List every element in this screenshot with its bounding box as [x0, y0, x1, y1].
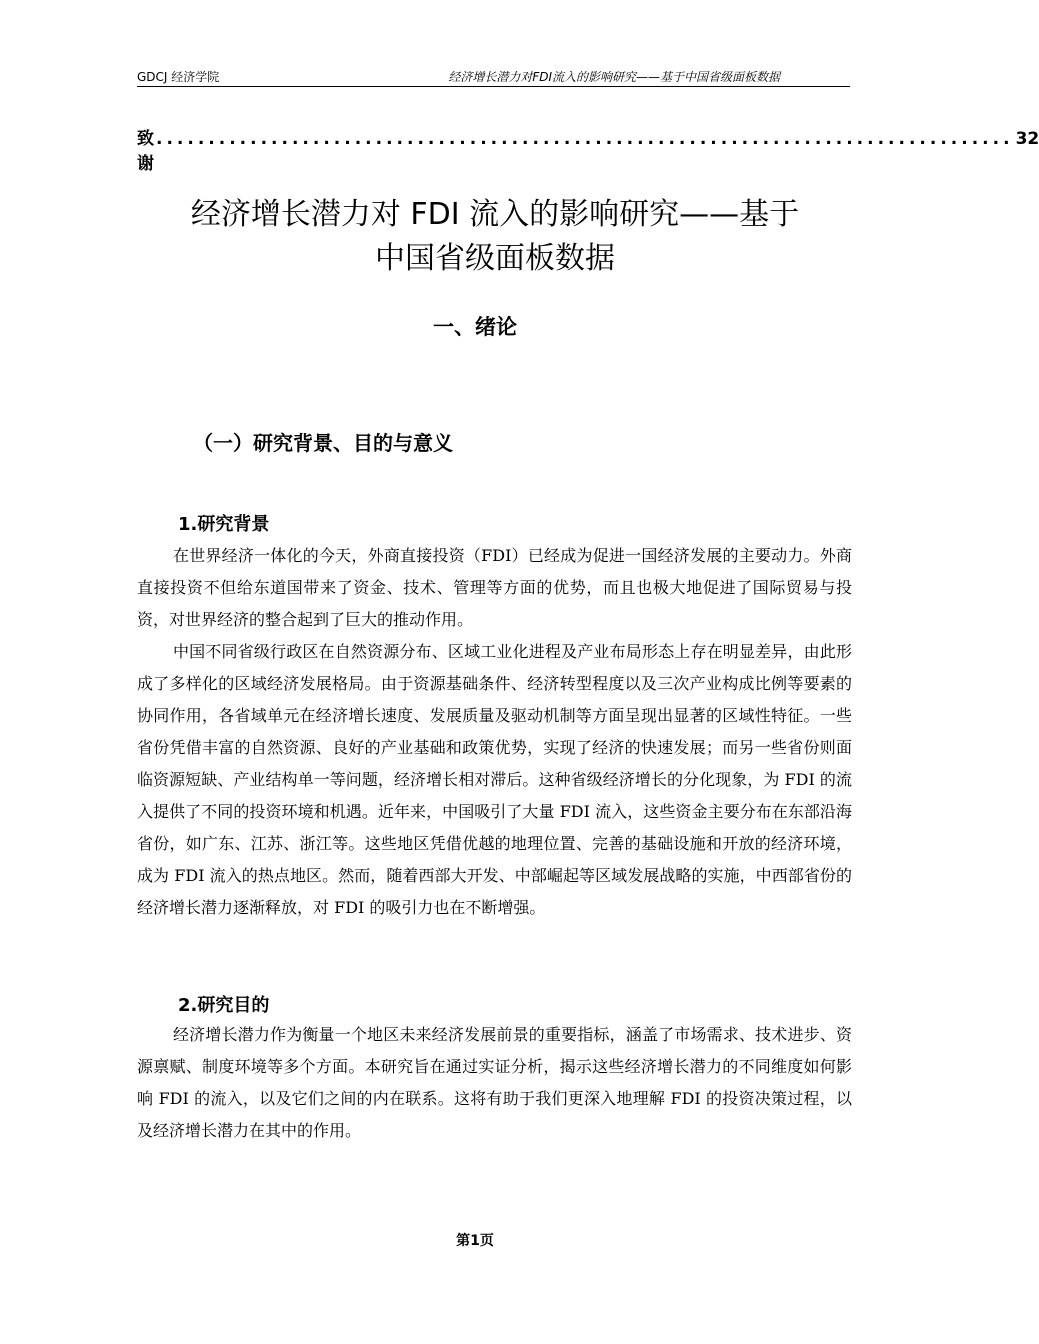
paragraph: 在世界经济一体化的今天，外商直接投资（FDI）已经成为促进一国经济发展的主要动力。外商直接投资不但给东道国带来了资金、技术、管理等方面的优势，而且也极大地促进了国际贸易与投资，对世界经济的整合起到了巨大的推动作用。 — [137, 546, 852, 629]
toc-entry-acknowledgements[interactable] — [137, 124, 1039, 174]
paragraph: 中国不同省级行政区在自然资源分布、区域工业化进程及产业布局形态上存在明显差异，由此形成了多样化的区域经济发展格局。由于资源基础条件、经济转型程度以及三次产业构成比例等要素的协同作用，各省域单元在经济增长速度、发展质量及驱动机制等方面呈现出显著的区域性特征。一些省份凭借丰富的自然资源、良好的产业基础和政策优势，实现了经济的快速发展；而另一些省份则面临资源短缺、产业结构单一等问题，经济增长相对滞后。这种省级经济增长的分化现象，为 FDI 的流入提供了不同的投资环境和机遇。近年来，中国吸引了大量 FDI 流入，这些资金主要分布在东部沿海省份，如广东、江苏、浙江等。这些地区凭借优越的地理位置、完善的基础设施和开放的经济环境，成为 FDI 流入的热点地区。然而，随着西部大开发、中部崛起等区域发展战略的实施，中西部省份的经济增长潜力逐渐释放，对 FDI 的吸引力也在不断增强。 — [137, 642, 852, 917]
header-institution: GDCJ 经济学院 — [137, 70, 220, 84]
research-background-heading: 1.研究背景 — [178, 514, 270, 535]
section-heading: 一、绪论 — [433, 315, 517, 339]
paper-title-line-1: 经济增长潜力对 FDI 流入的影响研究——基于 — [190, 197, 800, 232]
research-purpose-heading: 2.研究目的 — [178, 995, 270, 1016]
toc-leader-dots: .................................................................................. — [156, 129, 1014, 149]
page-header — [137, 66, 850, 87]
toc-entry-page: 32 — [1015, 129, 1039, 149]
header-paper-title: 经济增长潜力对FDI流入的影响研究——基于中国省级面板数据 — [448, 70, 780, 84]
paper-title — [100, 193, 890, 281]
paragraph: 经济增长潜力作为衡量一个地区未来经济发展前景的重要指标，涵盖了市场需求、技术进步、资源禀赋、制度环境等多个方面。本研究旨在通过实证分析，揭示这些经济增长潜力的不同维度如何影响 FDI 的流入，以及它们之间的内在联系。这将有助于我们更深入地理解 FDI 的投资决策过程，以及经济增长潜力在其中的作用。 — [137, 1025, 852, 1140]
paper-title-line-2: 中国省级面板数据 — [375, 241, 615, 276]
subsection-heading: （一）研究背景、目的与意义 — [193, 431, 453, 455]
page-number: 第1页 — [456, 1233, 494, 1249]
toc-entry-label: 致谢 — [137, 129, 154, 174]
